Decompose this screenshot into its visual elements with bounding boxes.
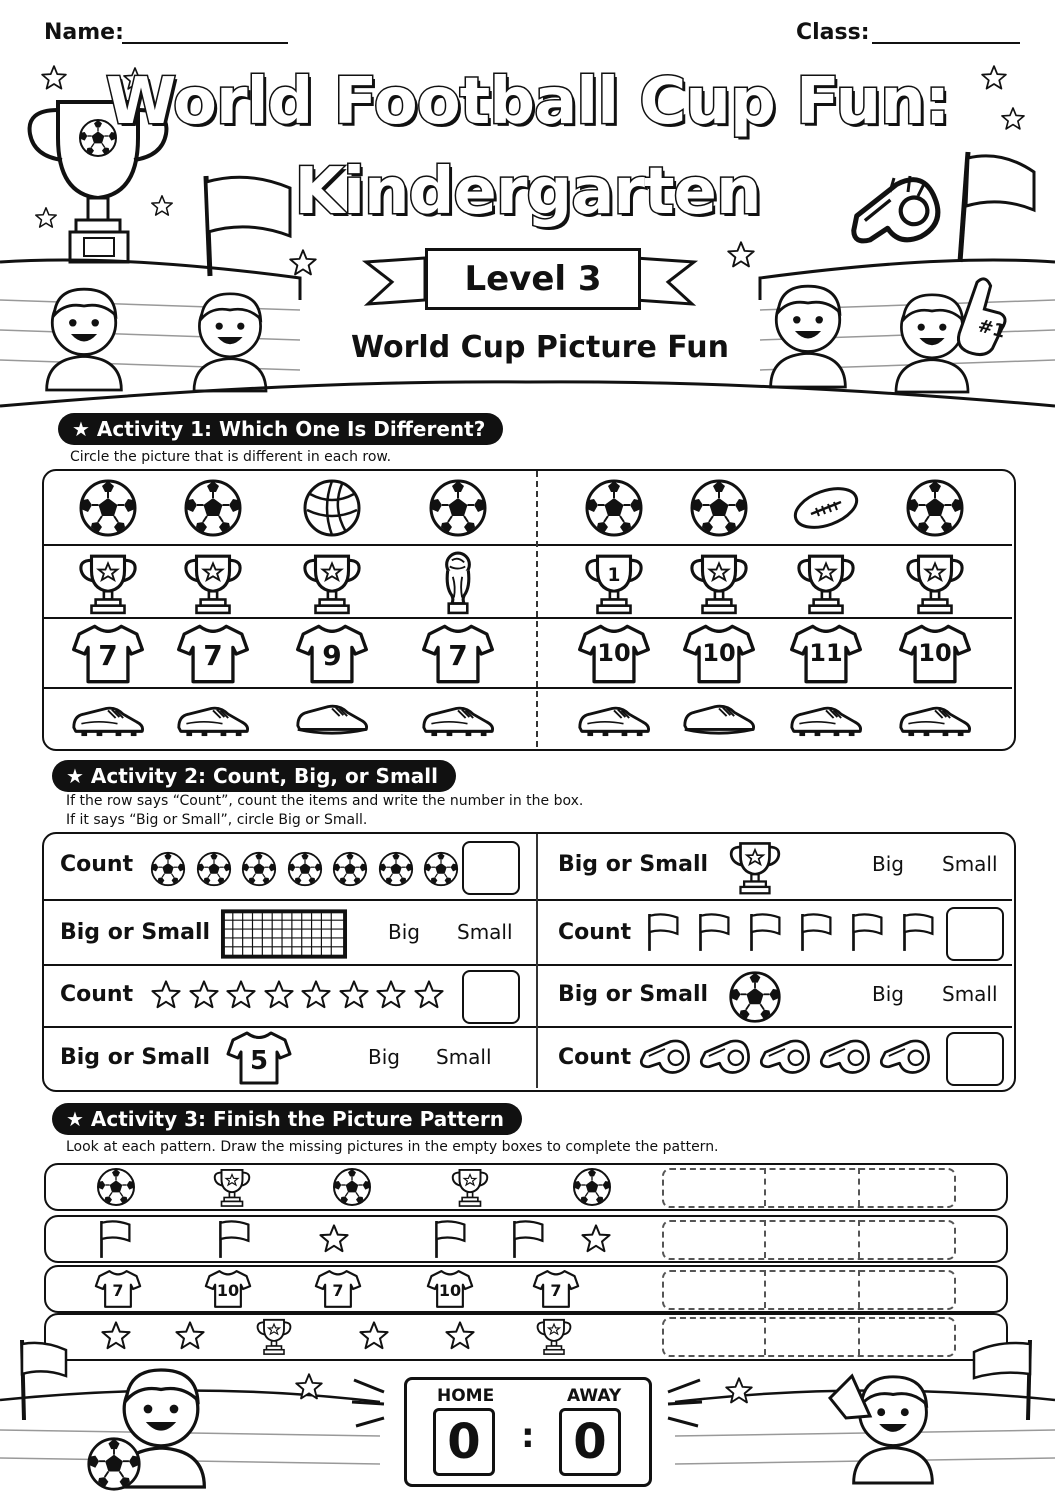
a1-picture-cell[interactable]: [70, 623, 146, 685]
a1-picture-cell[interactable]: [681, 623, 757, 685]
jersey-number: 10: [597, 639, 631, 667]
trophy-star-icon: [902, 550, 968, 616]
title-line-1: World Football Cup Fun:: [105, 65, 950, 139]
class-label: Class:: [796, 20, 870, 45]
flag-icon: [645, 910, 681, 954]
a2-r4-right-label: Count: [558, 1045, 632, 1070]
soccer-ball-icon: [196, 851, 232, 887]
star-icon: [728, 242, 754, 266]
trophy-star-icon: [75, 550, 141, 616]
sneaker-icon: [681, 696, 757, 740]
flag-icon: [798, 910, 834, 954]
soccer-ball-icon: [332, 851, 368, 887]
jersey-number: 10: [918, 639, 952, 667]
pattern-box-divider: [858, 1168, 860, 1206]
level-badge: Level 3: [425, 248, 641, 310]
a2-r3-small-option[interactable]: Small: [942, 982, 998, 1006]
a2-r1-right-label: Big or Small: [558, 852, 709, 877]
kid-cheering-left-icon: [47, 289, 122, 390]
a2-r2-right-label: Count: [558, 920, 632, 945]
flag-icon: [747, 910, 783, 954]
title-line-2: Kindergarten: [294, 155, 761, 229]
pattern-empty-boxes[interactable]: [662, 1168, 956, 1208]
footer-soccer-ball-icon: [89, 1439, 139, 1489]
pattern-jersey-number: 10: [438, 1281, 462, 1300]
pattern-empty-boxes[interactable]: [662, 1220, 956, 1260]
pattern-box-divider: [764, 1168, 766, 1206]
soccer-ball-icon: [428, 478, 488, 538]
kid-girl-left-icon: [194, 294, 266, 391]
activity2-row-divider: [44, 899, 1012, 901]
activity2-heading-text: Activity 2: Count, Big, or Small: [90, 764, 438, 788]
a1-picture-cell[interactable]: [302, 478, 362, 538]
cleat-icon: [70, 696, 146, 740]
ribbon-right-tail: [635, 258, 694, 304]
home-score: 0: [433, 1408, 495, 1476]
soccer-ball-icon: [183, 478, 243, 538]
activity1-instruction: Circle the picture that is different in each row.: [70, 449, 392, 465]
pattern-jersey-number: 10: [216, 1281, 240, 1300]
a2-r3-right-label: Big or Small: [558, 982, 709, 1007]
a1-picture-cell[interactable]: [905, 478, 965, 538]
score-separator: :: [521, 1416, 535, 1456]
pattern-jersey-number: 7: [550, 1281, 562, 1300]
away-label: AWAY: [567, 1386, 622, 1406]
trophy-star-icon: [686, 550, 752, 616]
footer-kid-right-icon: [854, 1377, 933, 1483]
soccer-ball-icon: [287, 851, 323, 887]
a1-picture-cell[interactable]: [180, 550, 246, 616]
soccer-ball-icon: [905, 478, 965, 538]
a1-picture-cell[interactable]: [428, 478, 488, 538]
a2-r4-left-label: Big or Small: [60, 1045, 211, 1070]
soccer-ball-icon: [572, 1167, 612, 1207]
activity2-row-divider: [44, 1026, 1012, 1028]
activity1-row-divider: [44, 687, 1012, 689]
pattern-box-divider: [858, 1220, 860, 1258]
volleyball-icon: [302, 478, 362, 538]
soccer-ball-icon: [378, 851, 414, 887]
activity1-heading-text: Activity 1: Which One Is Different?: [96, 417, 486, 441]
a2-answer-box-flags[interactable]: [946, 907, 1004, 961]
a2-r2-small-option[interactable]: Small: [457, 920, 513, 944]
kid-cheering-right-icon: [771, 286, 846, 387]
ribbon-left-tail: [366, 258, 425, 304]
jersey-number: 7: [203, 639, 223, 672]
star-icon: [580, 1223, 612, 1255]
scoreboard: [404, 1377, 652, 1487]
a1-picture-cell[interactable]: [70, 696, 146, 740]
whistle-icon: [698, 1036, 752, 1076]
a1-picture-cell[interactable]: [294, 623, 370, 685]
a1-picture-cell[interactable]: [788, 623, 864, 685]
whistle-icon: [638, 1036, 692, 1076]
a1-picture-cell[interactable]: [681, 696, 757, 740]
star-icon: [338, 979, 370, 1011]
jersey-number: 9: [322, 639, 342, 672]
a1-picture-cell[interactable]: [183, 478, 243, 538]
a1-picture-cell[interactable]: [175, 696, 251, 740]
jersey-number: 10: [702, 639, 736, 667]
star-icon: [413, 979, 445, 1011]
flag-icon: [696, 910, 732, 954]
a2-r1-small-option[interactable]: Small: [942, 852, 998, 876]
american-football-icon: [791, 486, 861, 530]
jersey-number: 7: [448, 639, 468, 672]
activity3-heading: ★ Activity 3: Finish the Picture Pattern: [52, 1103, 522, 1135]
flag-icon: [216, 1219, 252, 1259]
a1-picture-cell[interactable]: [299, 550, 365, 616]
soccer-ball-icon: [96, 1167, 136, 1207]
a1-picture-cell[interactable]: [576, 696, 652, 740]
cleat-icon: [576, 696, 652, 740]
a2-r1-left-label: Count: [60, 852, 134, 877]
a2-r3-left-label: Count: [60, 982, 134, 1007]
kid-cap-right-icon: [896, 295, 968, 392]
activity3-heading-text: Activity 3: Finish the Picture Pattern: [90, 1107, 504, 1131]
activity2-instruction-1: If the row says “Count”, count the items and write the number in the box.: [66, 793, 584, 809]
a2-answer-box-stars[interactable]: [462, 970, 520, 1024]
a2-r2-big-option[interactable]: Big: [388, 920, 420, 944]
a1-picture-cell[interactable]: [686, 550, 752, 616]
soccer-ball-icon: [689, 478, 749, 538]
pattern-jersey-number: 7: [332, 1281, 344, 1300]
flag-icon: [900, 910, 936, 954]
activity2-heading: ★ Activity 2: Count, Big, or Small: [52, 760, 456, 792]
activity2-row-divider: [44, 964, 1012, 966]
star-icon: [300, 979, 332, 1011]
away-score: 0: [559, 1408, 621, 1476]
name-label: Name:: [44, 20, 124, 45]
a2-answer-box-whistles[interactable]: [946, 1032, 1004, 1086]
jersey-number: 5: [249, 1046, 269, 1076]
star-icon: [225, 979, 257, 1011]
cleat-icon: [420, 696, 496, 740]
a2-r4-small-option[interactable]: Small: [436, 1045, 492, 1069]
soccer-ball-icon: [728, 970, 782, 1024]
flag-icon: [510, 1219, 546, 1259]
jersey-number: 7: [98, 639, 118, 672]
activity1-center-divider: [536, 471, 538, 747]
pattern-jersey-number: 7: [112, 1281, 124, 1300]
a2-r4-big-option[interactable]: Big: [368, 1045, 400, 1069]
soccer-ball-icon: [584, 478, 644, 538]
soccer-ball-icon: [78, 478, 138, 538]
star-icon: [150, 979, 182, 1011]
a1-picture-cell[interactable]: [75, 550, 141, 616]
a1-picture-cell[interactable]: [788, 696, 864, 740]
a1-picture-cell[interactable]: [793, 550, 859, 616]
cleat-icon: [897, 696, 973, 740]
star-icon: [375, 979, 407, 1011]
star-icon: [318, 1223, 350, 1255]
jersey-icon: [222, 1030, 296, 1086]
activity3-instruction: Look at each pattern. Draw the missing pictures in the empty boxes to complete the pattern.: [66, 1139, 719, 1155]
goal-icon: [220, 908, 348, 960]
activity1-heading: ★ Activity 1: Which One Is Different?: [58, 413, 503, 445]
cleat-icon: [175, 696, 251, 740]
a1-picture-cell[interactable]: [897, 623, 973, 685]
trophy-icon: [449, 1166, 491, 1208]
trophy-star-icon: [793, 550, 859, 616]
a1-picture-cell[interactable]: [294, 696, 370, 740]
pattern-empty-boxes[interactable]: [662, 1270, 956, 1310]
a1-picture-cell[interactable]: [576, 623, 652, 685]
pattern-box-divider: [764, 1270, 766, 1308]
star-icon: [726, 1378, 752, 1402]
a1-picture-cell[interactable]: [902, 550, 968, 616]
home-label: HOME: [437, 1386, 495, 1406]
subtitle: World Cup Picture Fun: [351, 330, 729, 365]
star-icon: [263, 979, 295, 1011]
trophy-star-icon: [180, 550, 246, 616]
cleat-icon: [788, 696, 864, 740]
world-cup-trophy-icon: [437, 550, 479, 616]
star-icon: [290, 250, 316, 274]
a1-picture-cell[interactable]: [175, 623, 251, 685]
whistle-icon: [818, 1036, 872, 1076]
pattern-box-divider: [764, 1220, 766, 1258]
a1-picture-cell[interactable]: [420, 696, 496, 740]
whistle-icon: [878, 1036, 932, 1076]
a1-picture-cell[interactable]: [584, 478, 644, 538]
a1-picture-cell[interactable]: [581, 550, 647, 616]
a1-picture-cell[interactable]: [791, 486, 861, 530]
footer-flag-left-icon: [22, 1340, 66, 1420]
activity2-instruction-2: If it says “Big or Small”, circle Big or Small.: [66, 812, 368, 828]
activity2-center-divider: [536, 834, 538, 1088]
sneaker-icon: [294, 696, 370, 740]
soccer-ball-icon: [150, 851, 186, 887]
whistle-icon: [758, 1036, 812, 1076]
soccer-ball-icon: [332, 1167, 372, 1207]
a1-picture-cell[interactable]: [689, 478, 749, 538]
a1-picture-cell[interactable]: [78, 478, 138, 538]
foam-finger-text: #1: [975, 315, 1008, 343]
a1-picture-cell[interactable]: [437, 550, 479, 616]
flag-icon: [97, 1219, 133, 1259]
trophy-1-icon: [581, 550, 647, 616]
soccer-ball-icon: [423, 851, 459, 887]
footer-flag-right-icon: [974, 1340, 1030, 1420]
flag-icon: [849, 910, 885, 954]
jersey-number: 11: [809, 639, 843, 667]
a2-r3-big-option[interactable]: Big: [872, 982, 904, 1006]
soccer-ball-icon: [241, 851, 277, 887]
a1-picture-cell[interactable]: [420, 623, 496, 685]
a2-answer-box-balls[interactable]: [462, 841, 520, 895]
a2-r2-left-label: Big or Small: [60, 920, 211, 945]
trophy-icon: [211, 1166, 253, 1208]
star-icon: [188, 979, 220, 1011]
activity1-row-divider: [44, 617, 1012, 619]
trophy-star-icon: [299, 550, 365, 616]
trophy-icon: [722, 838, 788, 896]
flag-icon: [432, 1219, 468, 1259]
activity1-row-divider: [44, 544, 1012, 546]
a1-picture-cell[interactable]: [897, 696, 973, 740]
a2-r1-big-option[interactable]: Big: [872, 852, 904, 876]
pattern-box-divider: [858, 1270, 860, 1308]
